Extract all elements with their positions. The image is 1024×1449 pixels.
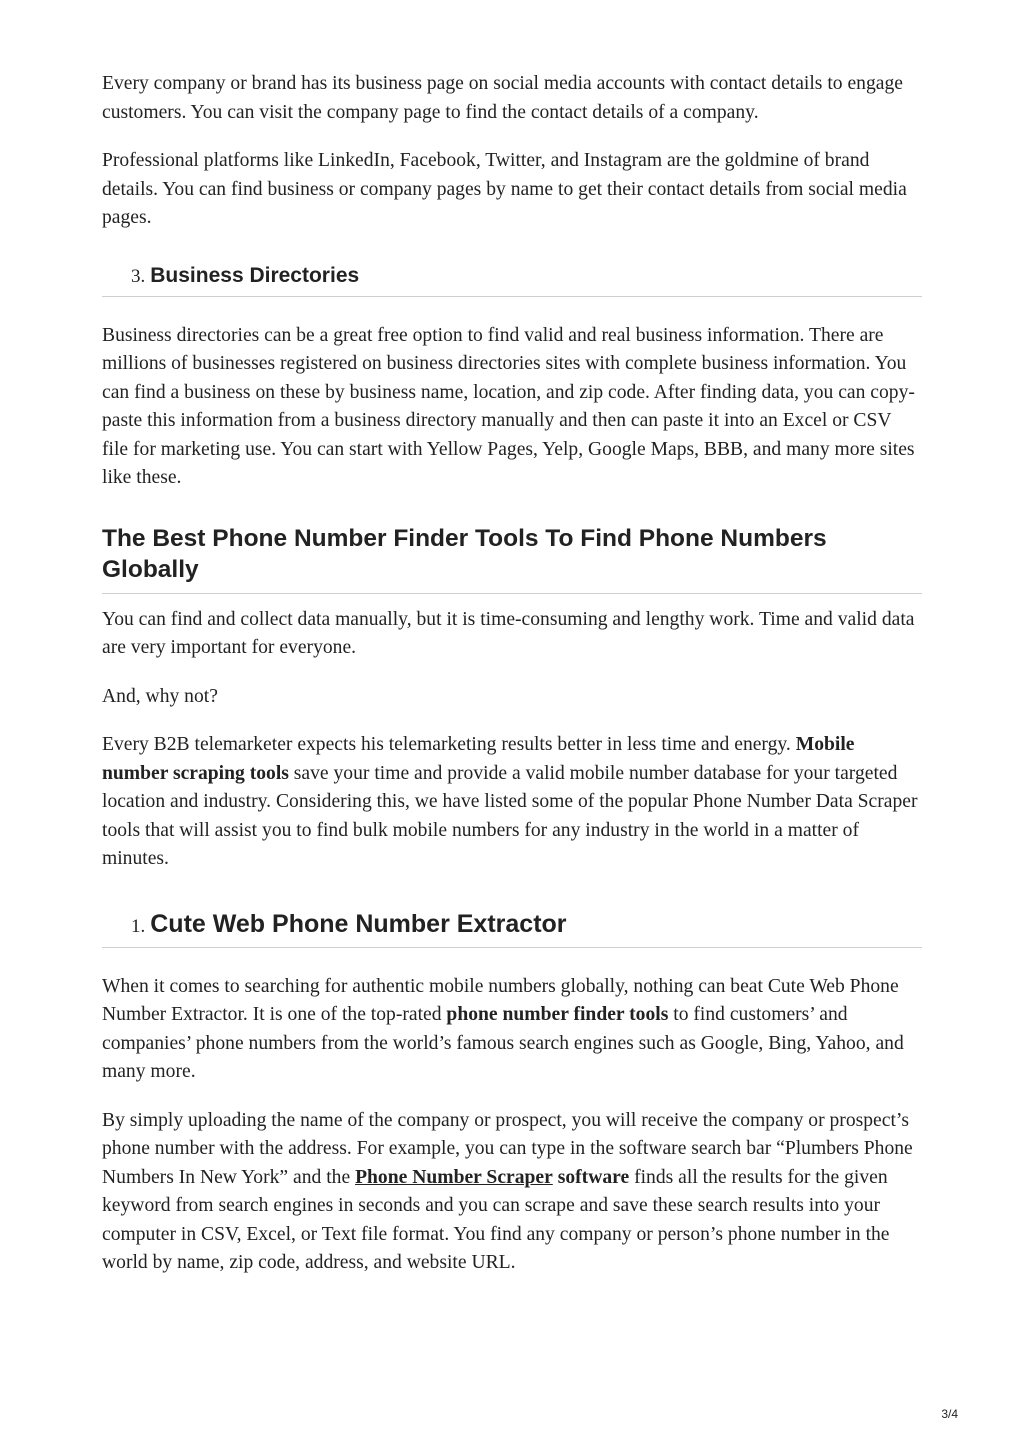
bold-software: software — [557, 1166, 630, 1188]
text-segment: By simply uploading the name of the company or prospect, you will receive the company or prospect’s phone number with the address. For example, you can type in the software search bar “Plumbers Phone Numbers In New York” and the — [102, 1109, 913, 1188]
paragraph-social-media-pages: Every company or brand has its business page on social media accounts with contact details to engage customers. You can visit the company page to find the contact details of a company. — [102, 73, 903, 123]
list-number: 3. — [131, 265, 146, 287]
phone-number-scraper-link[interactable]: Phone Number Scraper — [355, 1166, 553, 1188]
heading-text: Cute Web Phone Number Extractor — [150, 909, 567, 938]
paragraph-uploading-company-name — [102, 1107, 922, 1278]
paragraph-business-directories: Business directories can be a great free option to find valid and real business information. There are millions of businesses registered on business directories sites with complete business information. You can find a business on these by business name, location, and zip code. After finding data, you can copy-paste this information from a business directory manually and then can paste it into an Excel or CSV file for marketing use. You can start with Yellow Pages, Yelp, Google Maps, BBB, and many more sites like these. — [102, 324, 915, 488]
text-segment: to find customers’ and companies’ phone numbers from the world’s famous search engines such as Google, Bing, Yahoo, and many more. — [102, 1004, 904, 1082]
paragraph-b2b-telemarketer — [102, 731, 922, 874]
bold-mobile-number-scraping-tools: Mobile number scraping tools — [102, 734, 855, 784]
paragraph-authentic-mobile-numbers — [102, 973, 922, 1087]
paragraph-why-not: And, why not? — [102, 685, 218, 707]
list-number: 1. — [131, 915, 146, 937]
heading-cute-web-phone-number-extractor — [102, 910, 922, 948]
text-segment: When it comes to searching for authentic mobile numbers globally, nothing can beat Cute Web Phone Number Extractor. It is one of the top-rated — [102, 975, 899, 1025]
text-segment: save your time and provide a valid mobile number database for your targeted location and industry. Considering this, we have listed some of the popular Phone Number Data Scraper tools that will assist you to find bulk mobile numbers for any industry in the world in a matter of minutes. — [102, 762, 918, 869]
page-number: 3/4 — [941, 1407, 958, 1421]
heading-business-directories — [102, 264, 922, 297]
paragraph-manual-collection: You can find and collect data manually, but it is time-consuming and lengthy work. Time and valid data are very important for everyone. — [102, 608, 915, 658]
text-segment: Every B2B telemarketer expects his telemarketing results better in less time and energy. — [102, 734, 791, 755]
heading-best-phone-number-finder-tools: The Best Phone Number Finder Tools To Find Phone Numbers Globally — [102, 523, 922, 594]
text-segment: finds all the results for the given keyword from search engines in seconds and you can scrape and save these search results into your computer in CSV, Excel, or Text file format. You find any company or person’s phone number in the world by name, zip code, address, and website URL. — [102, 1166, 890, 1273]
document-page — [102, 70, 922, 1298]
heading-text: Business Directories — [150, 263, 360, 287]
paragraph-professional-platforms: Professional platforms like LinkedIn, Facebook, Twitter, and Instagram are the goldmine of brand details. You can find business or company pages by name to get their contact details from social media pages. — [102, 150, 907, 228]
bold-phone-number-finder-tools: phone number finder tools — [446, 1004, 669, 1025]
